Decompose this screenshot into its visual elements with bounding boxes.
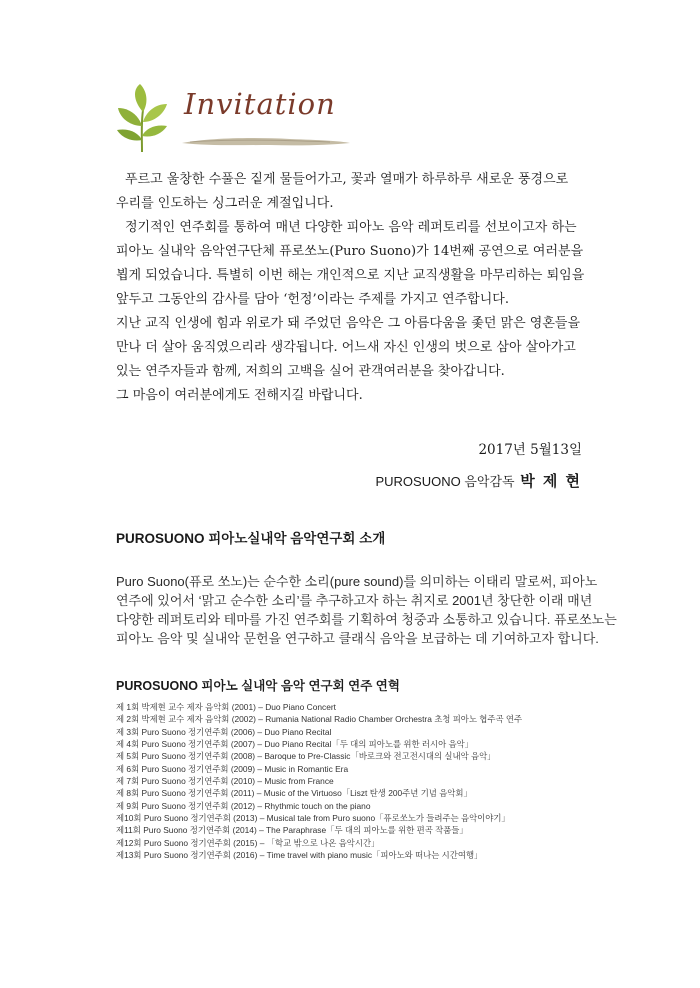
intro-line: 연주에 있어서 ‘맑고 순수한 소리’를 추구하고자 하는 취지로 2001년 창단한 이래 매년 bbox=[116, 593, 593, 608]
history-item: 제10회 Puro Suono 정기연주회 (2013) – Musical tale from Puro suono「퓨로쏘노가 들려주는 음악이야기」 bbox=[116, 813, 510, 824]
letter-line: 푸르고 울창한 수풀은 짙게 물들어가고, 꽃과 열매가 하루하루 새로운 풍경으로 bbox=[125, 172, 569, 187]
history-item: 제 3회 Puro Suono 정기연주회 (2006) – Duo Piano Recital bbox=[116, 726, 332, 737]
history-item: 제 9회 Puro Suono 정기연주회 (2012) – Rhythmic touch on the piano bbox=[116, 800, 371, 811]
letter-line: 뵙게 되었습니다. 특별히 이번 해는 개인적으로 지난 교직생활을 마무리하는 퇴임을 bbox=[116, 268, 585, 283]
history-item: 제13회 Puro Suono 정기연주회 (2016) – Time travel with piano music「피아노와 떠나는 시간여행」 bbox=[116, 850, 483, 861]
history-list bbox=[116, 701, 522, 861]
letter-line: 있는 연주자들과 함께, 저희의 고백을 실어 관객여러분을 찾아갑니다. bbox=[116, 364, 505, 379]
letter-date: 2017년 5월13일 bbox=[478, 442, 582, 458]
history-item: 제 5회 Puro Suono 정기연주회 (2008) – Baroque to Pre-Classic「바로크와 전고전시대의 실내악 음악」 bbox=[116, 751, 496, 762]
intro-line: 다양한 레퍼토리와 테마를 가진 연주회를 기획하여 청중과 소통하고 있습니다. 퓨로쏘노는 bbox=[116, 612, 617, 627]
intro-line: Puro Suono(퓨로 쏘노)는 순수한 소리(pure sound)를 의미하는 이태리 말로써, 피아노 bbox=[116, 574, 598, 589]
intro-heading: PUROSUONO 피아노실내악 음악연구회 소개 bbox=[116, 531, 386, 546]
history-item: 제 2회 박제현 교수 제자 음악회 (2002) – Rumania National Radio Chamber Orchestra 초청 피아노 협주곡 연주 bbox=[116, 714, 523, 725]
letter-line: 우리를 인도하는 싱그러운 계절입니다. bbox=[116, 196, 334, 211]
letter-line: 그 마음이 여러분에게도 전해지길 바랍니다. bbox=[116, 388, 363, 403]
history-item: 제 1회 박제현 교수 제자 음악회 (2001) – Duo Piano Concert bbox=[116, 702, 336, 712]
invitation-letter bbox=[116, 168, 596, 408]
page-title: Invitation bbox=[184, 87, 336, 121]
letter-line: 만나 더 살아 움직였으리라 생각됩니다. 어느새 자신 인생의 벗으로 삼아 살아가고 bbox=[116, 340, 576, 355]
leaf-sprout-icon bbox=[112, 82, 172, 154]
intro-paragraph bbox=[116, 572, 617, 648]
history-item: 제12회 Puro Suono 정기연주회 (2015) – 「학교 밖으로 나온 음악시간」 bbox=[116, 837, 380, 848]
history-item: 제 7회 Puro Suono 정기연주회 (2010) – Music from France bbox=[116, 776, 334, 787]
signature bbox=[375, 470, 582, 491]
letter-line: 지난 교직 인생에 힘과 위로가 돼 주었던 음악은 그 아름다움을 좇던 맑은 영혼들을 bbox=[116, 316, 581, 331]
history-item: 제 8회 Puro Suono 정기연주회 (2011) – Music of the Virtuoso「Liszt 탄생 200주년 기념 음악회」 bbox=[116, 788, 472, 799]
intro-line: 피아노 음악 및 실내악 문헌을 연구하고 클래식 음악을 보급하는 데 기여하고자 합니다. bbox=[116, 631, 599, 646]
signature-name: 박 제 현 bbox=[520, 473, 582, 490]
history-item: 제 4회 Puro Suono 정기연주회 (2007) – Duo Piano Recital「두 대의 피아노를 위한 러시아 음악」 bbox=[116, 739, 474, 750]
signature-title: PUROSUONO 음악감독 bbox=[375, 474, 515, 489]
letter-line: 피아노 실내악 음악연구단체 퓨로쏘노(Puro Suono)가 14번째 공연으로 여러분을 bbox=[116, 244, 584, 259]
brush-stroke-divider bbox=[180, 134, 352, 148]
letter-line: 앞두고 그동안의 감사를 담아 ‘헌정’이라는 주제를 가지고 연주합니다. bbox=[116, 292, 509, 307]
letter-line: 정기적인 연주회를 통하여 매년 다양한 피아노 음악 레퍼토리를 선보이고자 하는 bbox=[125, 220, 577, 235]
history-heading: PUROSUONO 피아노 실내악 음악 연구회 연주 연혁 bbox=[116, 679, 400, 693]
history-item: 제 6회 Puro Suono 정기연주회 (2009) – Music in Romantic Era bbox=[116, 763, 349, 774]
history-item: 제11회 Puro Suono 정기연주회 (2014) – The Paraphrase「두 대의 피아노를 위한 편곡 작품들」 bbox=[116, 825, 468, 836]
